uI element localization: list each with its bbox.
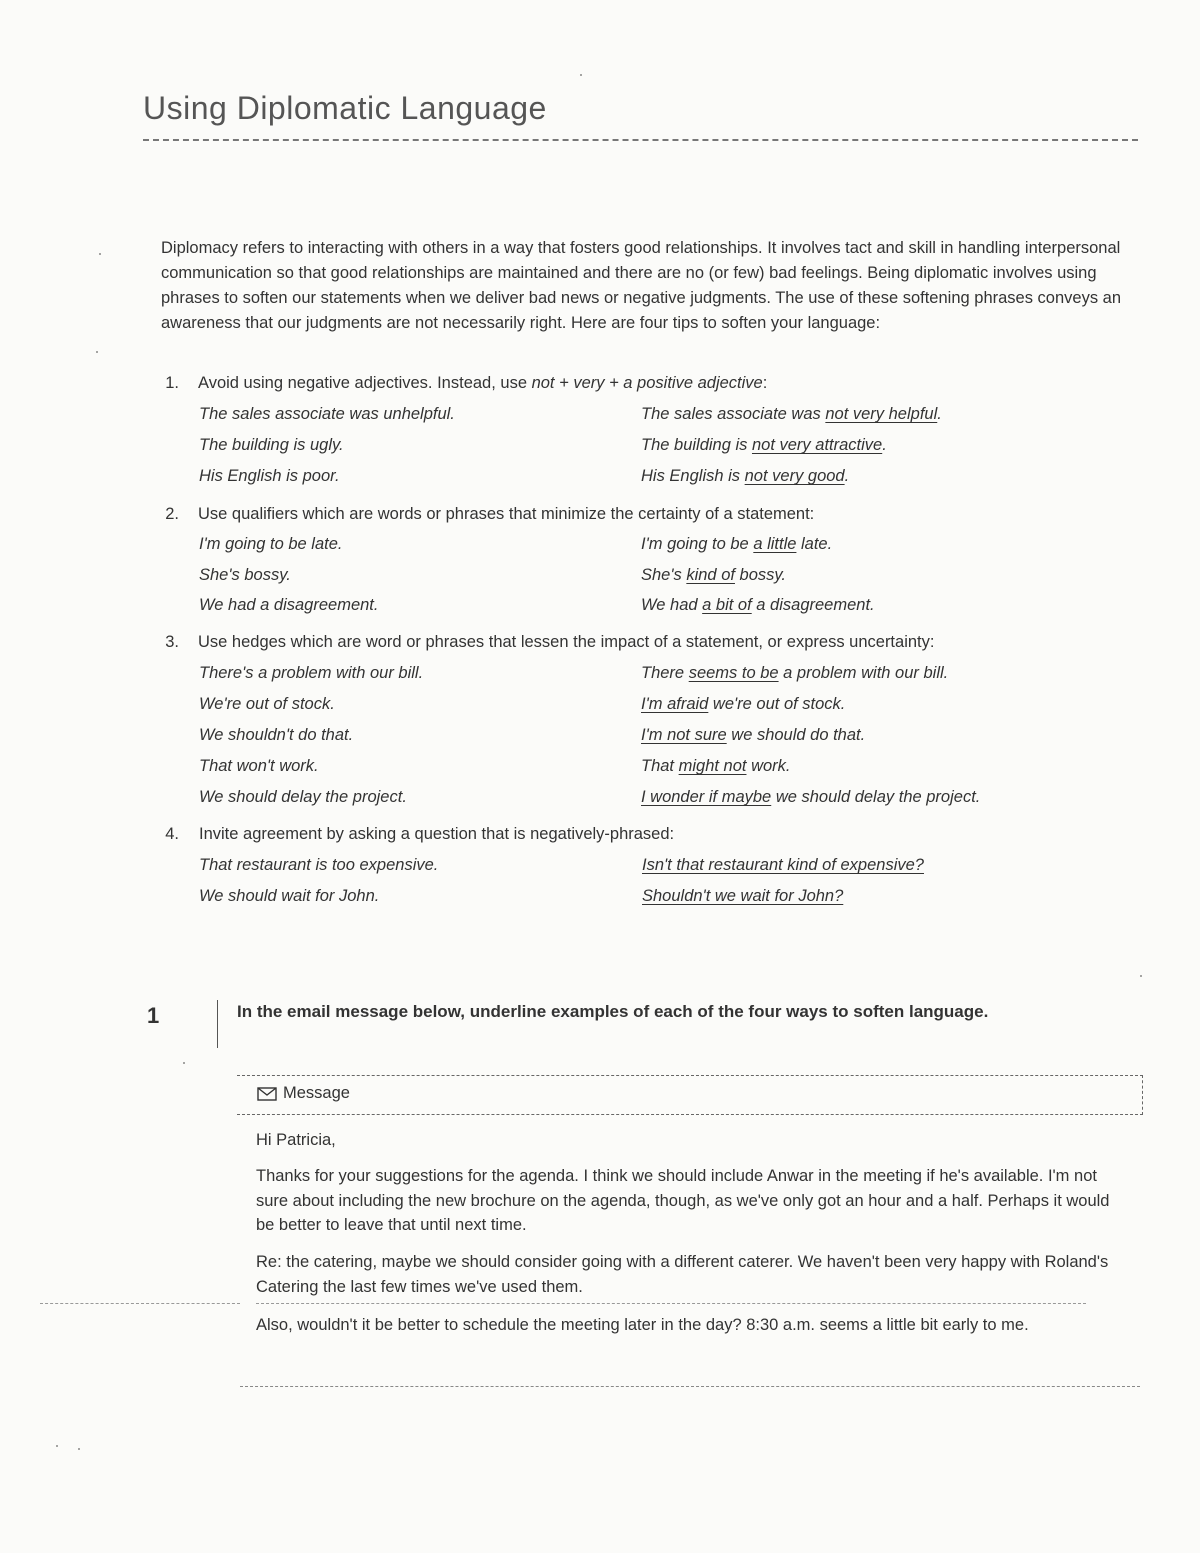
envelope-icon [257,1087,277,1101]
example-softened: That might not work. [641,757,791,775]
example-softened: Shouldn't we wait for John? [642,887,844,905]
tip-heading-end: : [762,374,768,392]
example-softened: We had a bit of a disagreement. [641,596,875,614]
tip-number: 3. [165,633,179,651]
example-softened: The building is not very attractive. [641,436,887,454]
scan-artifact [96,351,98,353]
example-softened: I wonder if maybe we should delay the project. [641,788,981,806]
example-softened: I'm not sure we should do that. [641,726,866,744]
example-original: That restaurant is too expensive. [199,856,439,874]
message-paragraph: Thanks for your suggestions for the agenda. I think we should include Anwar in the meeting if he's available. I'm not sure about including the new brochure on the agenda, though, as we've only got an hour and a half. Perhaps it would be better to leave that until next time. [256,1167,1110,1234]
tip-number: 4. [165,825,179,843]
exercise-number: 1 [147,1003,160,1028]
scan-artifact [256,1303,1086,1304]
message-header [257,1084,350,1103]
example-softened: The sales associate was not very helpful. [641,405,942,423]
example-original: We're out of stock. [199,695,335,713]
example-softened: There seems to be a problem with our bill. [641,664,949,682]
tip-heading-formula: not + very + a positive adjective [531,374,763,392]
example-original: The building is ugly. [199,436,344,454]
example-original: We should delay the project. [199,788,407,806]
scan-artifact [183,1062,185,1064]
example-original: There's a problem with our bill. [199,664,424,682]
tip-heading-text: Avoid using negative adjectives. Instead, use [198,374,532,392]
tip-number: 1. [165,374,179,392]
scan-artifact [40,1303,240,1304]
example-original: She's bossy. [199,566,291,584]
example-original: We shouldn't do that. [199,726,354,744]
example-softened: I'm going to be a little late. [641,535,833,553]
page-title: Using Diplomatic Language [143,90,547,126]
example-softened: Isn't that restaurant kind of expensive? [642,856,924,874]
exercise-divider [217,1000,218,1048]
message-greeting: Hi Patricia, [256,1131,336,1149]
message-header-label: Message [283,1084,350,1102]
example-original: His English is poor. [199,467,340,485]
tip-heading: Use qualifiers which are words or phrases that minimize the certainty of a statement: [198,505,815,523]
tip-heading: Use hedges which are word or phrases that lessen the impact of a statement, or express uncertainty: [198,633,935,651]
example-original: The sales associate was unhelpful. [199,405,455,423]
scan-artifact [99,253,101,255]
message-bottom-border [240,1386,1140,1387]
message-header-bar [237,1075,1143,1115]
example-original: I'm going to be late. [199,535,343,553]
tip-heading: Invite agreement by asking a question that is negatively-phrased: [199,825,675,843]
scan-artifact [56,1445,58,1447]
example-softened: His English is not very good. [641,467,850,485]
example-softened: I'm afraid we're out of stock. [641,695,846,713]
example-original: We should wait for John. [199,887,380,905]
tip-heading [198,374,767,393]
title-divider [143,139,1138,141]
message-paragraph: Re: the catering, maybe we should consider going with a different caterer. We haven't been very happy with Roland's Catering the last few times we've used them. [256,1253,1109,1296]
example-softened: She's kind of bossy. [641,566,787,584]
example-original: We had a disagreement. [199,596,379,614]
scan-artifact [78,1448,80,1450]
example-original: That won't work. [199,757,319,775]
scan-artifact [1140,975,1142,977]
scan-artifact [580,74,582,76]
tip-number: 2. [165,505,179,523]
message-paragraph: Also, wouldn't it be better to schedule the meeting later in the day? 8:30 a.m. seems a little bit early to me. [256,1316,1029,1334]
intro-paragraph: Diplomacy refers to interacting with others in a way that fosters good relationships. It involves tact and skill in handling interpersonal communication so that good relationships are maintained and there are no (or few) bad feelings. Being diplomatic involves using phrases to soften our statements when we deliver bad news or negative judgments. The use of these softening phrases conveys an awareness that our judgments are not necessarily right. Here are four tips to soften your language: [161,239,1122,332]
exercise-instruction: In the email message below, underline examples of each of the four ways to soften language. [237,1002,989,1021]
